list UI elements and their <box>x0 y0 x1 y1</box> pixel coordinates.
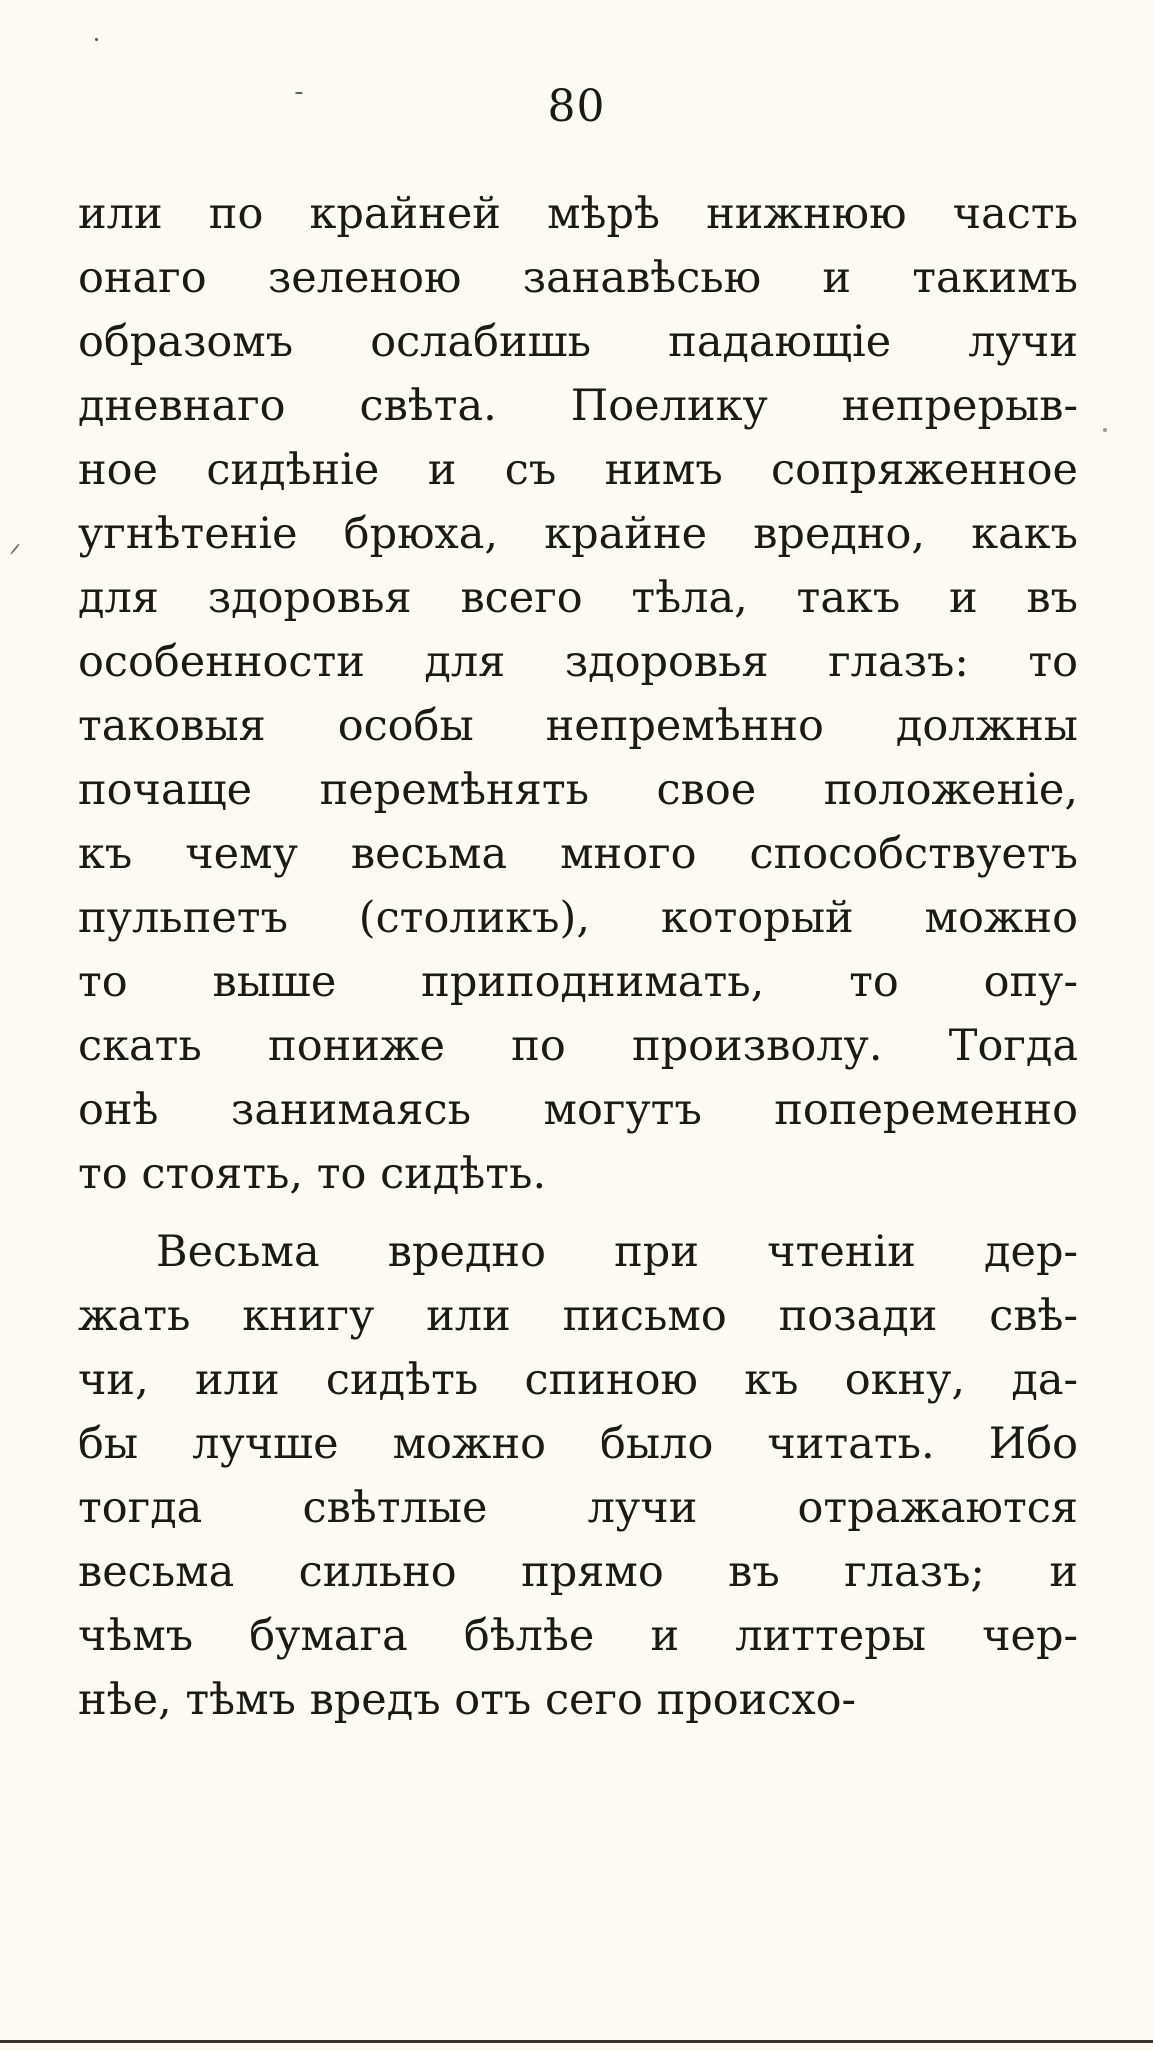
text-line: пульпетъ (столикъ), который можно <box>78 893 1078 943</box>
text-line: угнѣтеніе брюха, крайне вредно, какъ <box>78 509 1078 559</box>
text-line: чи, или сидѣть спиною къ окну, да- <box>78 1355 1078 1405</box>
text-line: нѣе, тѣмъ вредъ отъ сего происхо- <box>78 1675 857 1725</box>
text-line: для здоровья всего тѣла, такъ и въ <box>78 573 1078 623</box>
text-line: то выше приподнимать, то опу- <box>78 957 1078 1007</box>
text-line: бы лучше можно было читать. Ибо <box>78 1419 1078 1469</box>
print-speck <box>95 38 98 41</box>
print-speck <box>295 92 303 94</box>
text-line: тогда свѣтлые лучи отражаются <box>78 1483 1078 1533</box>
text-line: онѣ занимаясь могутъ попеременно <box>78 1085 1078 1135</box>
text-line: жать книгу или письмо позади свѣ- <box>78 1291 1078 1341</box>
text-line: то стоять, то сидѣть. <box>78 1149 547 1199</box>
print-speck <box>1103 428 1107 432</box>
text-line: скать пониже по произволу. Тогда <box>78 1021 1078 1071</box>
text-line: къ чему весьма много способствуетъ <box>78 829 1078 879</box>
text-line: образомъ ослабишь падающіе лучи <box>78 317 1078 367</box>
text-line: почаще перемѣнять свое положеніе, <box>78 765 1078 815</box>
body-text <box>78 182 1078 1732</box>
text-line: дневнаго свѣта. Поелику непрерыв- <box>78 381 1078 431</box>
paragraph <box>78 1220 1078 1732</box>
paragraph <box>78 182 1078 1206</box>
page-edge-rule <box>0 2040 1153 2043</box>
text-line: онаго зеленою занавѣсью и такимъ <box>78 253 1078 303</box>
print-speck <box>10 543 21 555</box>
text-line: весьма сильно прямо въ глазъ; и <box>78 1547 1078 1597</box>
text-line: Весьма вредно при чтеніи дер- <box>156 1227 1078 1277</box>
text-line: чѣмъ бумага бѣлѣе и литтеры чер- <box>78 1611 1078 1661</box>
text-line: или по крайней мѣрѣ нижнюю часть <box>78 189 1078 239</box>
text-line: особенности для здоровья глазъ: то <box>78 637 1078 687</box>
text-line: ное сидѣніе и съ нимъ сопряженное <box>78 445 1078 495</box>
text-line: таковыя особы непремѣнно должны <box>78 701 1078 751</box>
page-number: 80 <box>547 81 606 132</box>
